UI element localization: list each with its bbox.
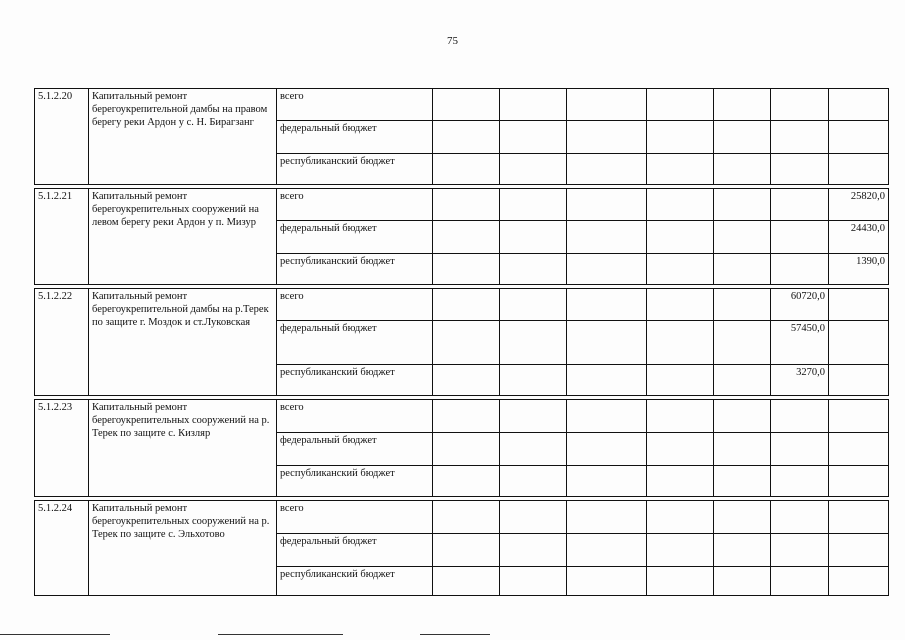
amount-cell xyxy=(567,254,647,285)
funding-source: всего xyxy=(277,289,433,321)
amount-cell xyxy=(500,121,567,154)
amount-cell xyxy=(829,289,889,321)
funding-source: федеральный бюджет xyxy=(277,121,433,154)
amount-cell xyxy=(567,567,647,596)
amount-cell xyxy=(433,221,500,254)
amount-cell xyxy=(500,221,567,254)
amount-cell: 60720,0 xyxy=(771,289,829,321)
amount-cell xyxy=(647,534,714,567)
amount-cell xyxy=(829,567,889,596)
amount-cell xyxy=(500,189,567,221)
amount-cell xyxy=(500,289,567,321)
amount-cell xyxy=(771,567,829,596)
amount-cell xyxy=(567,466,647,497)
footer-rule xyxy=(0,634,110,635)
amount-cell xyxy=(433,154,500,185)
amount-cell xyxy=(714,466,771,497)
table-row xyxy=(35,89,889,121)
amount-cell xyxy=(829,466,889,497)
amount-cell xyxy=(714,289,771,321)
amount-cell xyxy=(647,289,714,321)
amount-cell xyxy=(567,154,647,185)
item-code: 5.1.2.21 xyxy=(35,189,89,285)
amount-cell xyxy=(714,121,771,154)
amount-cell xyxy=(433,534,500,567)
item-name: Капитальный ремонт берегоукрепительных сооружений на левом берегу реки Ардон у п. Мизур xyxy=(89,189,277,285)
page-number: 75 xyxy=(447,35,458,47)
amount-cell xyxy=(500,433,567,466)
amount-cell xyxy=(771,466,829,497)
table-row xyxy=(35,289,889,321)
item-name: Капитальный ремонт берегоукрепительных сооружений на р. Терек по защите с. Эльхотово xyxy=(89,501,277,596)
amount-cell xyxy=(500,534,567,567)
item-code: 5.1.2.24 xyxy=(35,501,89,596)
amount-cell xyxy=(567,534,647,567)
amount-cell xyxy=(771,121,829,154)
item-name: Капитальный ремонт берегоукрепительной дамбы на правом берегу реки Ардон у с. Н. Бирагзанг xyxy=(89,89,277,185)
amount-cell xyxy=(829,89,889,121)
amount-cell xyxy=(433,466,500,497)
amount-cell xyxy=(647,154,714,185)
amount-cell xyxy=(829,321,889,365)
funding-source: федеральный бюджет xyxy=(277,221,433,254)
amount-cell xyxy=(829,534,889,567)
amount-cell xyxy=(647,221,714,254)
table-row xyxy=(35,501,889,534)
amount-cell xyxy=(829,365,889,396)
amount-cell xyxy=(433,321,500,365)
amount-cell xyxy=(567,321,647,365)
amount-cell: 24430,0 xyxy=(829,221,889,254)
footer-rule xyxy=(420,634,490,635)
amount-cell xyxy=(771,400,829,433)
amount-cell xyxy=(714,254,771,285)
funding-source: всего xyxy=(277,400,433,433)
funding-source: всего xyxy=(277,89,433,121)
amount-cell xyxy=(567,189,647,221)
amount-cell: 3270,0 xyxy=(771,365,829,396)
budget-table xyxy=(34,88,889,596)
footer-rule xyxy=(218,634,343,635)
amount-cell xyxy=(714,567,771,596)
amount-cell xyxy=(647,321,714,365)
amount-cell xyxy=(647,466,714,497)
funding-source: республиканский бюджет xyxy=(277,466,433,497)
funding-source: всего xyxy=(277,501,433,534)
funding-source: всего xyxy=(277,189,433,221)
amount-cell xyxy=(647,254,714,285)
amount-cell xyxy=(500,321,567,365)
amount-cell xyxy=(433,289,500,321)
amount-cell xyxy=(647,400,714,433)
item-name: Капитальный ремонт берегоукрепительных сооружений на р. Терек по защите с. Кизляр xyxy=(89,400,277,497)
amount-cell xyxy=(647,89,714,121)
item-code: 5.1.2.20 xyxy=(35,89,89,185)
amount-cell xyxy=(714,221,771,254)
amount-cell xyxy=(433,567,500,596)
amount-cell xyxy=(567,433,647,466)
item-code: 5.1.2.23 xyxy=(35,400,89,497)
funding-source: федеральный бюджет xyxy=(277,534,433,567)
amount-cell xyxy=(433,365,500,396)
amount-cell xyxy=(771,501,829,534)
amount-cell xyxy=(567,400,647,433)
funding-source: федеральный бюджет xyxy=(277,433,433,466)
amount-cell xyxy=(500,254,567,285)
amount-cell xyxy=(647,189,714,221)
amount-cell xyxy=(500,567,567,596)
amount-cell xyxy=(714,501,771,534)
amount-cell xyxy=(500,365,567,396)
funding-source: республиканский бюджет xyxy=(277,567,433,596)
amount-cell xyxy=(714,189,771,221)
amount-cell xyxy=(500,501,567,534)
amount-cell xyxy=(567,89,647,121)
amount-cell xyxy=(829,433,889,466)
amount-cell xyxy=(500,89,567,121)
amount-cell xyxy=(829,121,889,154)
amount-cell: 57450,0 xyxy=(771,321,829,365)
amount-cell xyxy=(771,221,829,254)
amount-cell xyxy=(433,254,500,285)
item-name: Капитальный ремонт берегоукрепительной дамбы на р.Терек по защите г. Моздок и ст.Луковская xyxy=(89,289,277,396)
amount-cell xyxy=(433,501,500,534)
amount-cell xyxy=(771,89,829,121)
amount-cell xyxy=(500,154,567,185)
funding-source: республиканский бюджет xyxy=(277,154,433,185)
amount-cell xyxy=(647,433,714,466)
amount-cell xyxy=(829,154,889,185)
amount-cell xyxy=(771,154,829,185)
amount-cell xyxy=(714,154,771,185)
funding-source: федеральный бюджет xyxy=(277,321,433,365)
amount-cell xyxy=(714,365,771,396)
amount-cell xyxy=(714,321,771,365)
funding-source: республиканский бюджет xyxy=(277,254,433,285)
amount-cell xyxy=(433,400,500,433)
amount-cell xyxy=(567,221,647,254)
funding-source: республиканский бюджет xyxy=(277,365,433,396)
amount-cell xyxy=(714,89,771,121)
table-row xyxy=(35,400,889,433)
amount-cell xyxy=(829,501,889,534)
amount-cell xyxy=(433,89,500,121)
amount-cell xyxy=(433,433,500,466)
amount-cell xyxy=(714,534,771,567)
amount-cell xyxy=(829,400,889,433)
amount-cell xyxy=(647,501,714,534)
amount-cell xyxy=(714,433,771,466)
amount-cell xyxy=(567,501,647,534)
amount-cell: 1390,0 xyxy=(829,254,889,285)
amount-cell xyxy=(771,534,829,567)
amount-cell xyxy=(433,189,500,221)
amount-cell xyxy=(567,365,647,396)
amount-cell xyxy=(647,121,714,154)
amount-cell xyxy=(771,254,829,285)
amount-cell xyxy=(500,400,567,433)
amount-cell xyxy=(714,400,771,433)
amount-cell xyxy=(567,121,647,154)
amount-cell xyxy=(500,466,567,497)
amount-cell xyxy=(771,433,829,466)
amount-cell xyxy=(433,121,500,154)
table-row xyxy=(35,189,889,221)
amount-cell xyxy=(647,365,714,396)
amount-cell: 25820,0 xyxy=(829,189,889,221)
amount-cell xyxy=(771,189,829,221)
amount-cell xyxy=(567,289,647,321)
item-code: 5.1.2.22 xyxy=(35,289,89,396)
amount-cell xyxy=(647,567,714,596)
